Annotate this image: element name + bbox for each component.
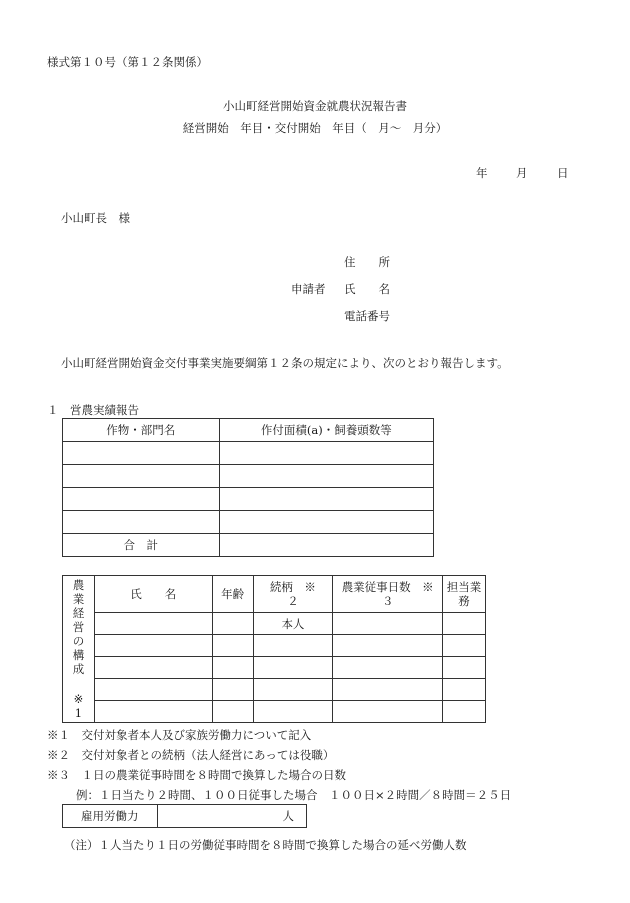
area-cell[interactable] bbox=[219, 442, 433, 465]
duty-cell[interactable] bbox=[443, 679, 486, 701]
area-cell[interactable] bbox=[219, 465, 433, 488]
self-relation: 本人 bbox=[253, 613, 333, 635]
note-2: ※２ 交付対象者との続柄（法人経営にあっては役職） bbox=[47, 748, 335, 762]
name-cell[interactable] bbox=[94, 679, 212, 701]
age-cell[interactable] bbox=[212, 679, 253, 701]
col-area-header: 作付面積(a)・飼養頭数等 bbox=[219, 419, 433, 442]
footnote: （注）１人当たり１日の労働従事時間を８時間で換算した場合の延べ労働人数 bbox=[64, 838, 467, 852]
name-cell[interactable] bbox=[94, 701, 212, 723]
age-cell[interactable] bbox=[212, 701, 253, 723]
total-value-cell[interactable] bbox=[219, 534, 433, 557]
col-duty-header: 担当業務 bbox=[443, 576, 486, 613]
relation-cell[interactable] bbox=[253, 701, 333, 723]
employment-table bbox=[62, 804, 307, 828]
col-relation-header: 続柄 ※ ２ bbox=[253, 576, 333, 613]
applicant-label: 申請者 bbox=[291, 282, 326, 296]
days-cell[interactable] bbox=[333, 657, 443, 679]
days-cell[interactable] bbox=[333, 635, 443, 657]
col-name-header: 氏 名 bbox=[94, 576, 212, 613]
duty-cell[interactable] bbox=[443, 635, 486, 657]
name-cell[interactable] bbox=[94, 635, 212, 657]
name-cell[interactable] bbox=[94, 613, 212, 635]
relation-cell[interactable] bbox=[253, 635, 333, 657]
note-1: ※１ 交付対象者本人及び家族労働力について記入 bbox=[47, 728, 312, 742]
intro-text: 小山町経営開始資金交付事業実施要綱第１２条の規定により、次のとおり報告します。 bbox=[61, 356, 509, 370]
addressee: 小山町長 様 bbox=[61, 211, 130, 225]
total-label: 合 計 bbox=[63, 534, 220, 557]
crop-cell[interactable] bbox=[63, 511, 220, 534]
composition-side-label: 農 業 経 営 の 構 成 ※ 1 bbox=[63, 576, 95, 723]
date-day: 日 bbox=[557, 166, 569, 180]
table-row bbox=[63, 442, 434, 465]
table-row bbox=[63, 613, 486, 635]
days-cell[interactable] bbox=[333, 679, 443, 701]
form-number: 様式第１０号（第１２条関係） bbox=[47, 55, 208, 69]
title-line1: 小山町経営開始資金就農状況報告書 bbox=[223, 99, 407, 113]
table-row bbox=[63, 488, 434, 511]
title-line2: 経営開始 年目・交付開始 年目（ 月～ 月分） bbox=[182, 121, 448, 135]
col-age-header: 年齢 bbox=[212, 576, 253, 613]
col-crop-header: 作物・部門名 bbox=[63, 419, 220, 442]
farm-composition-table bbox=[62, 575, 486, 723]
table-row bbox=[63, 635, 486, 657]
table-row bbox=[63, 701, 486, 723]
col-days-header: 農業従事日数 ※ ３ bbox=[333, 576, 443, 613]
age-cell[interactable] bbox=[212, 613, 253, 635]
employment-unit: 人 bbox=[282, 809, 294, 823]
table-row bbox=[63, 657, 486, 679]
area-cell[interactable] bbox=[219, 511, 433, 534]
age-cell[interactable] bbox=[212, 635, 253, 657]
table-row bbox=[63, 679, 486, 701]
relation-cell[interactable] bbox=[253, 679, 333, 701]
note-3: ※３ １日の農業従事時間を８時間で換算した場合の日数 bbox=[47, 768, 346, 782]
duty-cell[interactable] bbox=[443, 613, 486, 635]
duty-cell[interactable] bbox=[443, 657, 486, 679]
name-label: 氏 名 bbox=[344, 282, 390, 296]
farming-results-table bbox=[62, 418, 434, 557]
name-cell[interactable] bbox=[94, 657, 212, 679]
crop-cell[interactable] bbox=[63, 488, 220, 511]
phone-label: 電話番号 bbox=[344, 309, 390, 323]
crop-cell[interactable] bbox=[63, 442, 220, 465]
table-row bbox=[63, 511, 434, 534]
days-cell[interactable] bbox=[333, 701, 443, 723]
relation-cell[interactable] bbox=[253, 657, 333, 679]
total-row bbox=[63, 534, 434, 557]
employment-value-cell[interactable] bbox=[157, 805, 306, 828]
date-month: 月 bbox=[516, 166, 528, 180]
note-example: 例：１日当たり２時間、１００日従事した場合 １００日×２時間／８時間＝２５日 bbox=[76, 788, 512, 802]
date-year: 年 bbox=[476, 166, 488, 180]
employment-label: 雇用労働力 bbox=[63, 805, 158, 828]
duty-cell[interactable] bbox=[443, 701, 486, 723]
section1-heading: １ 営農実績報告 bbox=[47, 403, 139, 417]
age-cell[interactable] bbox=[212, 657, 253, 679]
days-cell[interactable] bbox=[333, 613, 443, 635]
address-label: 住 所 bbox=[344, 255, 390, 269]
crop-cell[interactable] bbox=[63, 465, 220, 488]
area-cell[interactable] bbox=[219, 488, 433, 511]
table-row bbox=[63, 465, 434, 488]
